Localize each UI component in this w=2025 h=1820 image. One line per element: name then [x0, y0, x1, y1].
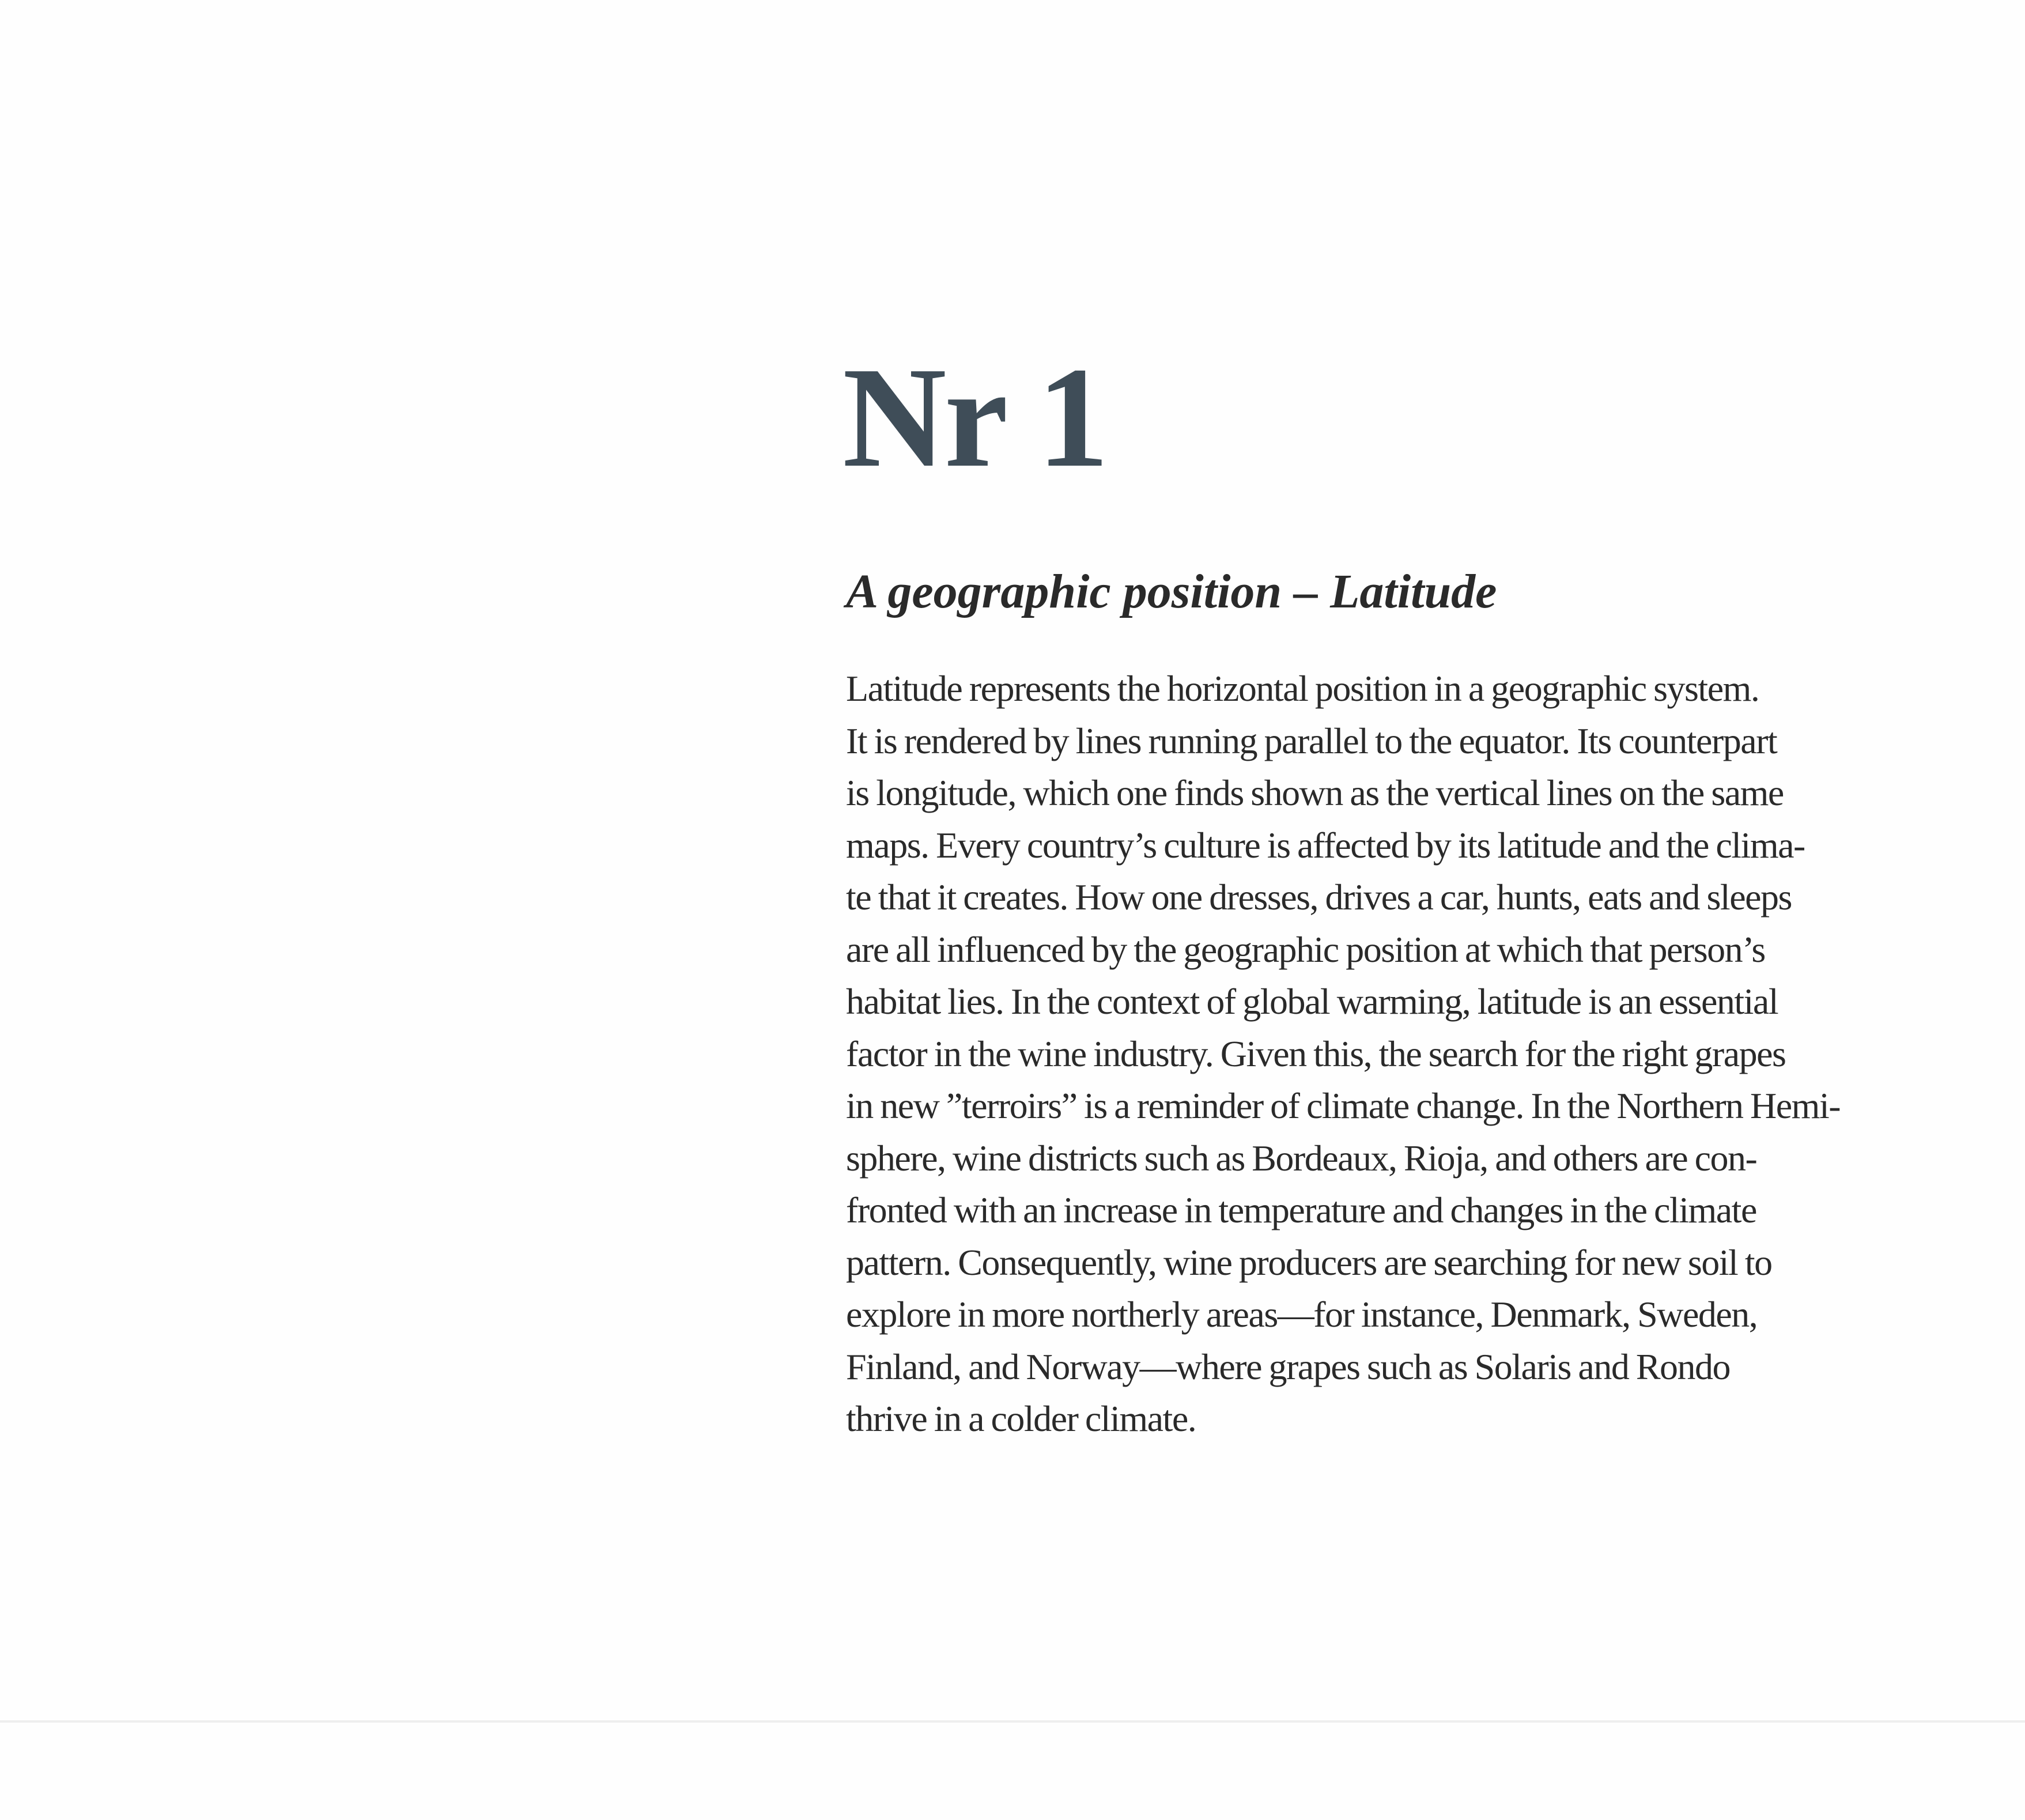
body-line: is longitude, which one finds shown as the vertical lines on the same [846, 772, 1784, 813]
body-line: It is rendered by lines running parallel to the equator. Its counterpart [846, 720, 1777, 761]
page-edge-divider [0, 1720, 2025, 1723]
body-line: maps. Every country’s culture is affected by its latitude and the clima- [846, 824, 1805, 866]
body-line: habitat lies. In the context of global warming, latitude is an essential [846, 981, 1778, 1022]
body-line: sphere, wine districts such as Bordeaux, Rioja, and others are con- [846, 1137, 1757, 1179]
body-paragraph [846, 663, 1860, 1445]
body-line: te that it creates. How one dresses, drives a car, hunts, eats and sleeps [846, 877, 1792, 917]
body-line: Latitude represents the horizontal position in a geographic system. [846, 668, 1759, 709]
body-line: Finland, and Norway—where grapes such as Solaris and Rondo [846, 1346, 1730, 1387]
body-line: pattern. Consequently, wine producers are searching for new soil to [846, 1241, 1772, 1283]
body-line: are all influenced by the geographic position at which that person’s [846, 928, 1765, 970]
body-line: fronted with an increase in temperature and changes in the climate [846, 1190, 1756, 1230]
body-line: explore in more northerly areas—for instance, Denmark, Sweden, [846, 1294, 1758, 1335]
chapter-number: Nr 1 [843, 338, 1107, 497]
section-title: A geographic position – Latitude [846, 565, 1497, 618]
body-line: in new ”terroirs” is a reminder of climate change. In the Northern Hemi- [846, 1085, 1841, 1126]
body-line: thrive in a colder climate. [846, 1398, 1196, 1439]
body-line: factor in the wine industry. Given this, the search for the right grapes [846, 1033, 1786, 1074]
